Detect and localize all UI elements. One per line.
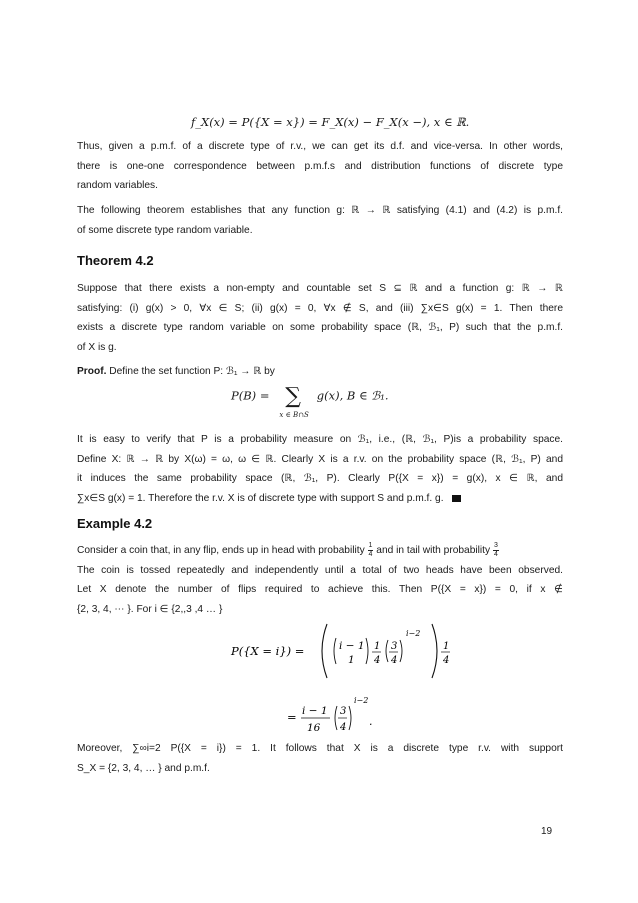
- text-line: Thus, given a p.m.f. of a discrete type of r.v., we can get its d.f. and vice-versa. In other words,: [77, 141, 563, 152]
- text-line: Let X denote the number of flips required to achieve this. Then P({X = x}) = 0, if x ∉: [77, 584, 563, 595]
- text-line: random variables.: [77, 180, 158, 191]
- text-line: S_X = {2, 3, 4, … } and p.m.f.: [77, 762, 210, 774]
- right-big-paren: [432, 624, 437, 678]
- text-line: The coin is tossed repeatedly and independently until a total of two heads have been observed.: [77, 564, 563, 576]
- text-line: exists a discrete type random variable on some probability space (ℝ, ℬ₁, P) such that the p.m.f.: [77, 322, 563, 333]
- text-line: and in tail with probability: [376, 545, 491, 556]
- text-line: satisfying: (i) g(x) > 0, ∀x ∈ S; (ii) g(x) = 0, ∀x ∉ S, and (iii) ∑x∈S g(x) = 1. Then there: [77, 302, 563, 314]
- text-line: Define X: ℝ → ℝ by X(ω) = ω, ω ∈ ℝ. Clearly X is a r.v. on the probability space (ℝ, ℬ₁, P) and: [77, 453, 563, 465]
- equation-pmf-line1: [231, 622, 461, 683]
- theorem-heading: Theorem 4.2: [77, 253, 154, 268]
- theorem-statement: [77, 279, 563, 357]
- svg-text:1: 1: [374, 641, 381, 652]
- text-line: there is one-one correspondence between p.m.f.s and distribution functions of discrete type: [77, 160, 563, 172]
- svg-text:4: 4: [340, 722, 347, 733]
- svg-text:1: 1: [443, 641, 450, 652]
- svg-text:i − 1: i − 1: [339, 640, 365, 652]
- svg-text:4: 4: [443, 655, 450, 666]
- left-big-paren: [322, 624, 327, 678]
- qed-square-icon: [452, 495, 461, 502]
- pmf-formula-graphic: [231, 622, 461, 680]
- proof-body: [77, 430, 563, 508]
- conclusion-paragraph: [77, 739, 563, 778]
- equation-probability-measure: [231, 384, 389, 419]
- text-line: of some discrete type random variable.: [77, 224, 253, 236]
- paragraph-theorem-intro: [77, 201, 563, 240]
- text-line: ∑x∈S g(x) = 1. Therefore the r.v. X is of discrete type with support S and p.m.f. g.: [77, 492, 444, 504]
- proof-label: Proof.: [77, 366, 107, 377]
- svg-text:=: =: [287, 710, 297, 724]
- example-heading: Example 4.2: [77, 516, 153, 531]
- svg-text:.: .: [369, 715, 373, 728]
- paragraph-correspondence: [77, 137, 563, 196]
- page-number: 19: [541, 826, 553, 837]
- pmf-simplified-graphic: [287, 696, 397, 740]
- svg-text:3: 3: [340, 706, 347, 717]
- example-body: [77, 541, 563, 619]
- svg-text:16: 16: [307, 722, 321, 734]
- svg-text:i − 1: i − 1: [302, 705, 328, 717]
- text-line: Moreover, ∑∞i=2 P({X = i}) = 1. It follows that X is a discrete type r.v. with support: [77, 743, 563, 754]
- svg-text:4: 4: [391, 655, 398, 666]
- text-line: The following theorem establishes that any function g: ℝ → ℝ satisfying (4.1) and (4.2) is p.m.f.: [77, 205, 563, 216]
- text-line: it induces the same probability space (ℝ, ℬ₁, P). Clearly P({X = x}) = g(x), x ∈ ℝ, and: [77, 473, 563, 484]
- summation-symbol: ∑: [285, 384, 301, 409]
- text-line: It is easy to verify that P is a probability measure on ℬ₁, i.e., (ℝ, ℬ₁, P)is a probability space.: [77, 434, 563, 445]
- equation-rhs: g(x), B ∈ ℬ₁.: [316, 388, 389, 403]
- equation-lhs: P(B) =: [231, 388, 270, 403]
- proof-intro: Define the set function P: ℬ₁ → ℝ by: [109, 366, 275, 377]
- svg-text:4: 4: [374, 655, 381, 666]
- svg-text:1: 1: [348, 654, 355, 666]
- fraction-one-quarter: $\frac{1}{4}$: [368, 541, 373, 558]
- equation-pmf-line2: [287, 696, 397, 743]
- text-line: Suppose that there exists a non-empty and countable set S ⊆ ℝ and a function g: ℝ → ℝ: [77, 283, 563, 294]
- svg-text:i−2: i−2: [354, 696, 369, 705]
- pmf-lhs: P({X = i}) =: [231, 644, 305, 658]
- equation-pmf-df-relation: f_X(x) = P({X = x}) = F_X(x) − F_X(x −), x ∈ ℝ.: [191, 115, 470, 129]
- svg-text:i−2: i−2: [406, 629, 421, 638]
- text-line: of X is g.: [77, 341, 117, 353]
- text-line: {2, 3, 4, ⋯ }. For i ∈ {2,,3 ,4 … }: [77, 603, 223, 615]
- summation-subscript: x ∈ B∩S: [279, 411, 309, 419]
- fraction-three-quarters: $\frac{3}{4}$: [493, 541, 498, 558]
- proof-intro-line: [77, 362, 563, 382]
- text-line: Consider a coin that, in any flip, ends up in head with probability: [77, 545, 365, 556]
- svg-text:3: 3: [391, 641, 398, 652]
